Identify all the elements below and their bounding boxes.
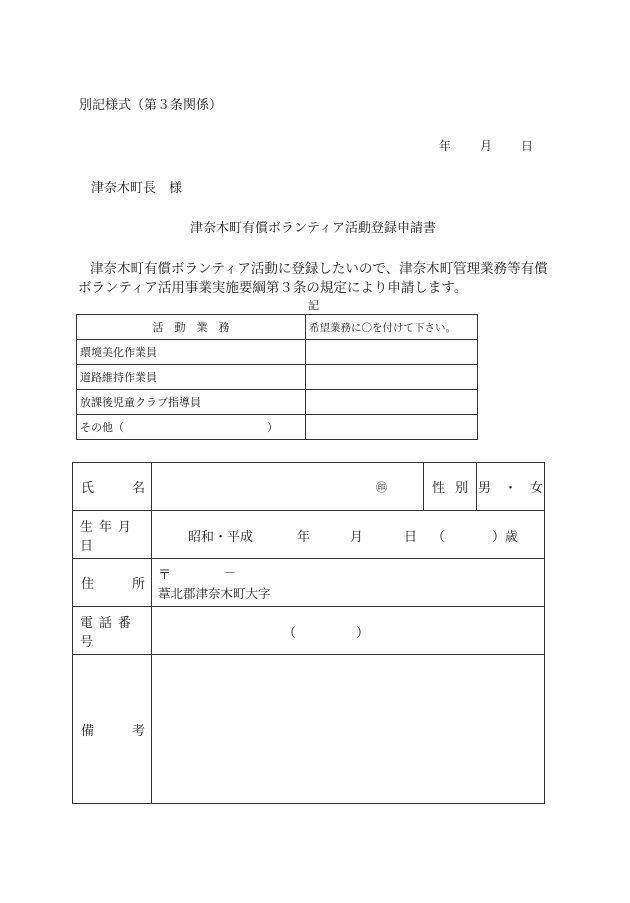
activity-row (77, 365, 478, 390)
activity-choice-cell[interactable] (306, 415, 478, 440)
remarks-field[interactable] (152, 655, 545, 804)
activity-row (77, 415, 478, 440)
activity-choice-cell[interactable] (306, 390, 478, 415)
phone-open: （ (283, 626, 297, 641)
name-row (73, 463, 545, 511)
activity-name: 放課後児童クラブ指導員 (77, 390, 306, 415)
remarks-label (73, 655, 152, 804)
form-number: 別記様式（第３条関係） (79, 98, 223, 113)
name-label-a: 氏 (81, 481, 95, 496)
activity-header-row (77, 315, 478, 340)
activity-name: その他（ ） (77, 415, 306, 440)
activity-row (77, 390, 478, 415)
remarks-row (73, 655, 545, 804)
name-field[interactable] (152, 463, 424, 511)
birth-month: 月 (350, 530, 364, 545)
address-label-a: 住 (81, 577, 95, 592)
applicant-info-table (72, 462, 545, 804)
address-prefix: 葦北郡津奈木町大字 (158, 586, 271, 601)
phone-label: 電話番号 (73, 607, 152, 655)
birth-year: 年 (297, 530, 311, 545)
seal-mark: ㊞ (376, 480, 387, 494)
name-label (73, 463, 152, 511)
gender-options: 男 ・ 女 (477, 481, 543, 496)
name-label-b: 名 (131, 481, 145, 496)
age-open: （ (432, 530, 446, 545)
address-label-b: 所 (131, 577, 145, 592)
date-day: 日 (521, 139, 534, 153)
gender-label-b: 別 (454, 481, 468, 496)
activity-name: 道路維持作業員 (77, 365, 306, 390)
activity-choice-cell[interactable] (306, 340, 478, 365)
form-title: 津奈木町有償ボランティア活動登録申請書 (190, 221, 436, 236)
address-label (73, 559, 152, 607)
phone-close: ） (356, 626, 370, 641)
postal-dash: － (224, 566, 237, 580)
address-field[interactable] (152, 559, 545, 607)
birth-era: 昭和・平成 (188, 530, 254, 545)
gender-label-a: 性 (432, 481, 446, 496)
activity-header-col2: 希望業務に〇を付けて下さい。 (306, 315, 478, 340)
gender-label (424, 463, 477, 511)
birth-day: 日 (404, 530, 418, 545)
phone-row (73, 607, 545, 655)
birth-field[interactable] (152, 511, 545, 559)
age-close: ）歳 (492, 530, 519, 545)
birth-label: 生年月日 (73, 511, 152, 559)
remarks-label-a: 備 (81, 723, 95, 739)
date-year: 年 (439, 139, 452, 153)
addressee: 津奈木町長 様 (91, 181, 183, 196)
ki-heading: 記 (308, 299, 319, 312)
birth-row (73, 511, 545, 559)
address-row (73, 559, 545, 607)
body-text-line1: 津奈木町有償ボランティア活動に登録したいので、津奈木町管理業務等有償 (90, 261, 548, 277)
activity-table (76, 314, 478, 440)
date-month: 月 (480, 139, 493, 153)
gender-field[interactable] (477, 463, 545, 511)
postal-mark: 〒 (158, 568, 172, 583)
activity-header-col1: 活 動 業 務 (77, 315, 306, 340)
body-text-line2: ボランティア活用事業実施要綱第３条の規定により申請します。 (78, 280, 468, 296)
phone-field[interactable] (152, 607, 545, 655)
activity-row (77, 340, 478, 365)
activity-name: 環境美化作業員 (77, 340, 306, 365)
activity-choice-cell[interactable] (306, 365, 478, 390)
remarks-label-b: 考 (131, 723, 145, 739)
